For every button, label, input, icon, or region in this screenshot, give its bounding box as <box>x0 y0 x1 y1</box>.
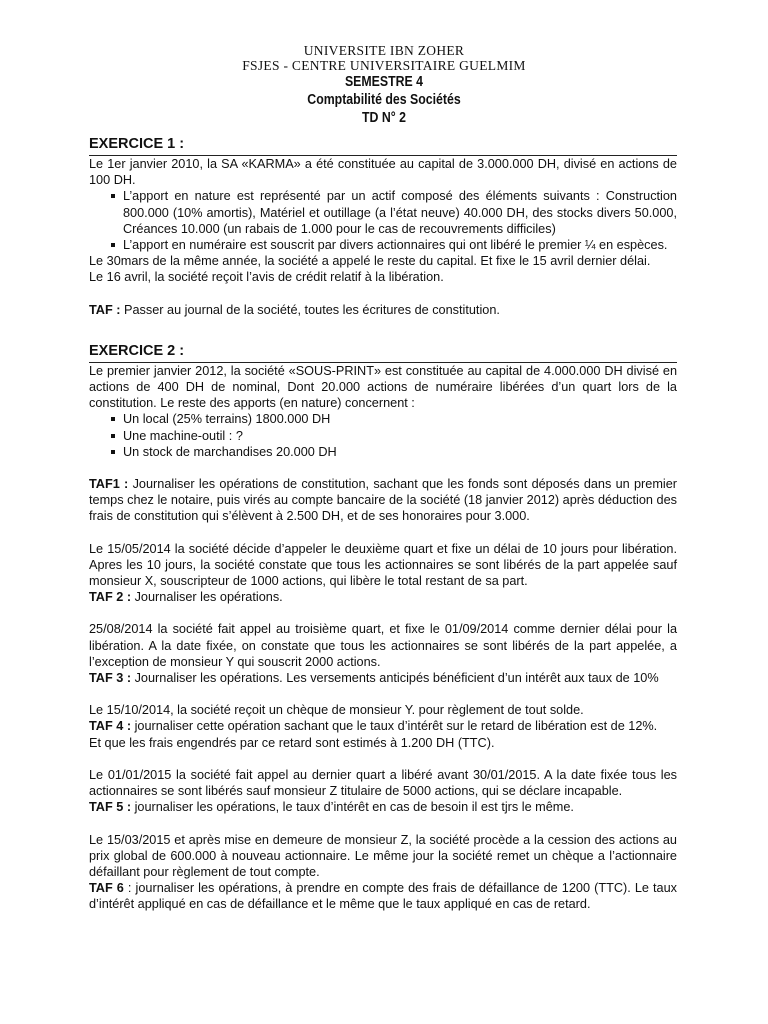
list-item: L’apport en numéraire est souscrit par divers actionnaires qui ont libéré le premier ¼ en espèces. <box>89 237 677 253</box>
exercise-1-bullets <box>89 188 677 253</box>
taf5-text: journaliser les opérations, le taux d’intérêt en cas de besoin il est tjrs le même. <box>131 800 574 815</box>
course-title: Comptabilité des Sociétés <box>307 92 461 108</box>
exercise-1-taf <box>89 302 677 318</box>
exercise-1 <box>89 136 677 318</box>
taf1-paragraph <box>89 476 677 525</box>
taf3-label: TAF 3 : <box>89 671 132 686</box>
exercise-2-paragraph: Le 01/01/2015 la société fait appel au dernier quart a libéré avant 30/01/2015. A la date fixée tous les actionnaires se sont libérés sauf monsieur Z titulaire de 5000 actions, qui se déclare incapable. <box>89 767 677 799</box>
list-item: Une machine-outil : ? <box>89 428 677 444</box>
taf2-label: TAF 2 : <box>89 590 132 605</box>
taf1-text: Journaliser les opérations de constitution, sachant que les fonds sont déposés dans un premier temps chez le notaire, puis virés au compte bancaire de la société (18 janvier 2012) après déduction des frais de constitution qui s’élèvent à 2.500 DH, et de ses honoraires pour 3.000. <box>89 477 678 524</box>
exercise-2 <box>89 343 677 913</box>
exercise-2-intro: Le premier janvier 2012, la société «SOUS-PRINT» est constituée au capital de 4.000.000 DH divisé en actions de 400 DH de nominal, Dont 20.000 actions de numéraire libérées d’un quart lors de la constitution. Le reste des apports (en nature) concernent : <box>89 363 677 411</box>
exercise-2-paragraph: Le 15/10/2014, la société reçoit un chèque de monsieur Y. pour règlement de tout solde. <box>89 703 584 718</box>
td-number: TD N° 2 <box>362 110 406 126</box>
university-name: UNIVERSITE IBN ZOHER <box>303 43 465 58</box>
exercise-1-intro: Le 1er janvier 2010, la SA «KARMA» a été constituée au capital de 3.000.000 DH, divisé en actions de 100 DH. <box>89 157 677 188</box>
taf4-label: TAF 4 : <box>89 719 132 734</box>
taf1-label: TAF1 : <box>89 477 129 492</box>
list-item: L’apport en nature est représenté par un actif composé des éléments suivants : Construction 800.000 (10% amortis), Matériel et outillage (a l’état neuve) 40.000 DH, des stocks divers 50.000, Créances 10.000 (un rabais de 1.000 pour le cas de recouvrements difficiles) <box>89 188 677 237</box>
taf6-label: TAF 6 <box>89 881 124 896</box>
taf4-text: journaliser cette opération sachant que le taux d’intérêt sur le retard de libération est de 12%. <box>131 719 658 734</box>
exercise-1-title: EXERCICE 1 : <box>89 136 677 156</box>
exercise-2-title: EXERCICE 2 : <box>89 343 677 363</box>
taf-text: Passer au journal de la société, toutes les écritures de constitution. <box>120 302 500 317</box>
list-item: Un local (25% terrains) 1800.000 DH <box>89 411 677 427</box>
faculty-name: FSJES - CENTRE UNIVERSITAIRE GUELMIM <box>242 58 526 73</box>
taf4-paragraph <box>89 718 677 734</box>
document-body <box>89 136 677 913</box>
taf5-label: TAF 5 : <box>89 800 132 815</box>
taf2-paragraph <box>89 589 677 605</box>
exercise-2-paragraph: Le 15/05/2014 la société décide d’appeler le deuxième quart et fixe un délai de 10 jours pour libération. Apres les 10 jours, la société constate que tous les actionnaires se sont libérés de la part appelée sauf monsieur X, souscripteur de 1000 actions, qui libère le total restant de sa part. <box>89 541 677 589</box>
exercise-2-paragraph: 25/08/2014 la société fait appel au troisième quart, et fixe le 01/09/2014 comme dernier délai pour la libération. A la date fixée, on constate que tous les actionnaires se sont libérés de la part appelée, a l’exception de monsieur Y qui souscrit 2000 actions. <box>89 622 677 669</box>
taf6-paragraph <box>89 880 677 912</box>
taf6-text: : journaliser les opérations, à prendre en compte des frais de défaillance de 1200 (TTC). Le taux d’intérêt appliqué en cas de défaillance et le même que le taux appliqué en cas de retard. <box>89 881 677 912</box>
exercise-1-paragraph: Le 16 avril, la société reçoit l’avis de crédit relatif à la libération. <box>89 270 444 285</box>
taf-label: TAF : <box>89 302 121 317</box>
taf4-continuation: Et que les frais engendrés par ce retard sont estimés à 1.200 DH (TTC). <box>89 735 495 750</box>
taf5-paragraph <box>89 799 677 815</box>
exercise-2-paragraph: Le 15/03/2015 et après mise en demeure de monsieur Z, la société procède a la cession des actions au prix global de 600.000 à nouveau actionnaire. Le même jour la société remet un chèque a l’actionnaire défaillant pour règlement de tout compte. <box>89 832 677 879</box>
taf3-paragraph <box>89 670 677 686</box>
exercise-1-paragraph: Le 30mars de la même année, la société a appelé le reste du capital. Et fixe le 15 avril dernier délai. <box>89 254 651 269</box>
document-header <box>0 43 768 127</box>
exercise-2-bullets <box>89 411 677 460</box>
list-item: Un stock de marchandises 20.000 DH <box>89 444 677 460</box>
taf2-text: Journaliser les opérations. <box>131 590 283 605</box>
taf3-text: Journaliser les opérations. Les versements anticipés bénéficient d’un intérêt aux taux de 10% <box>131 671 659 686</box>
semester-title: SEMESTRE 4 <box>344 74 424 90</box>
